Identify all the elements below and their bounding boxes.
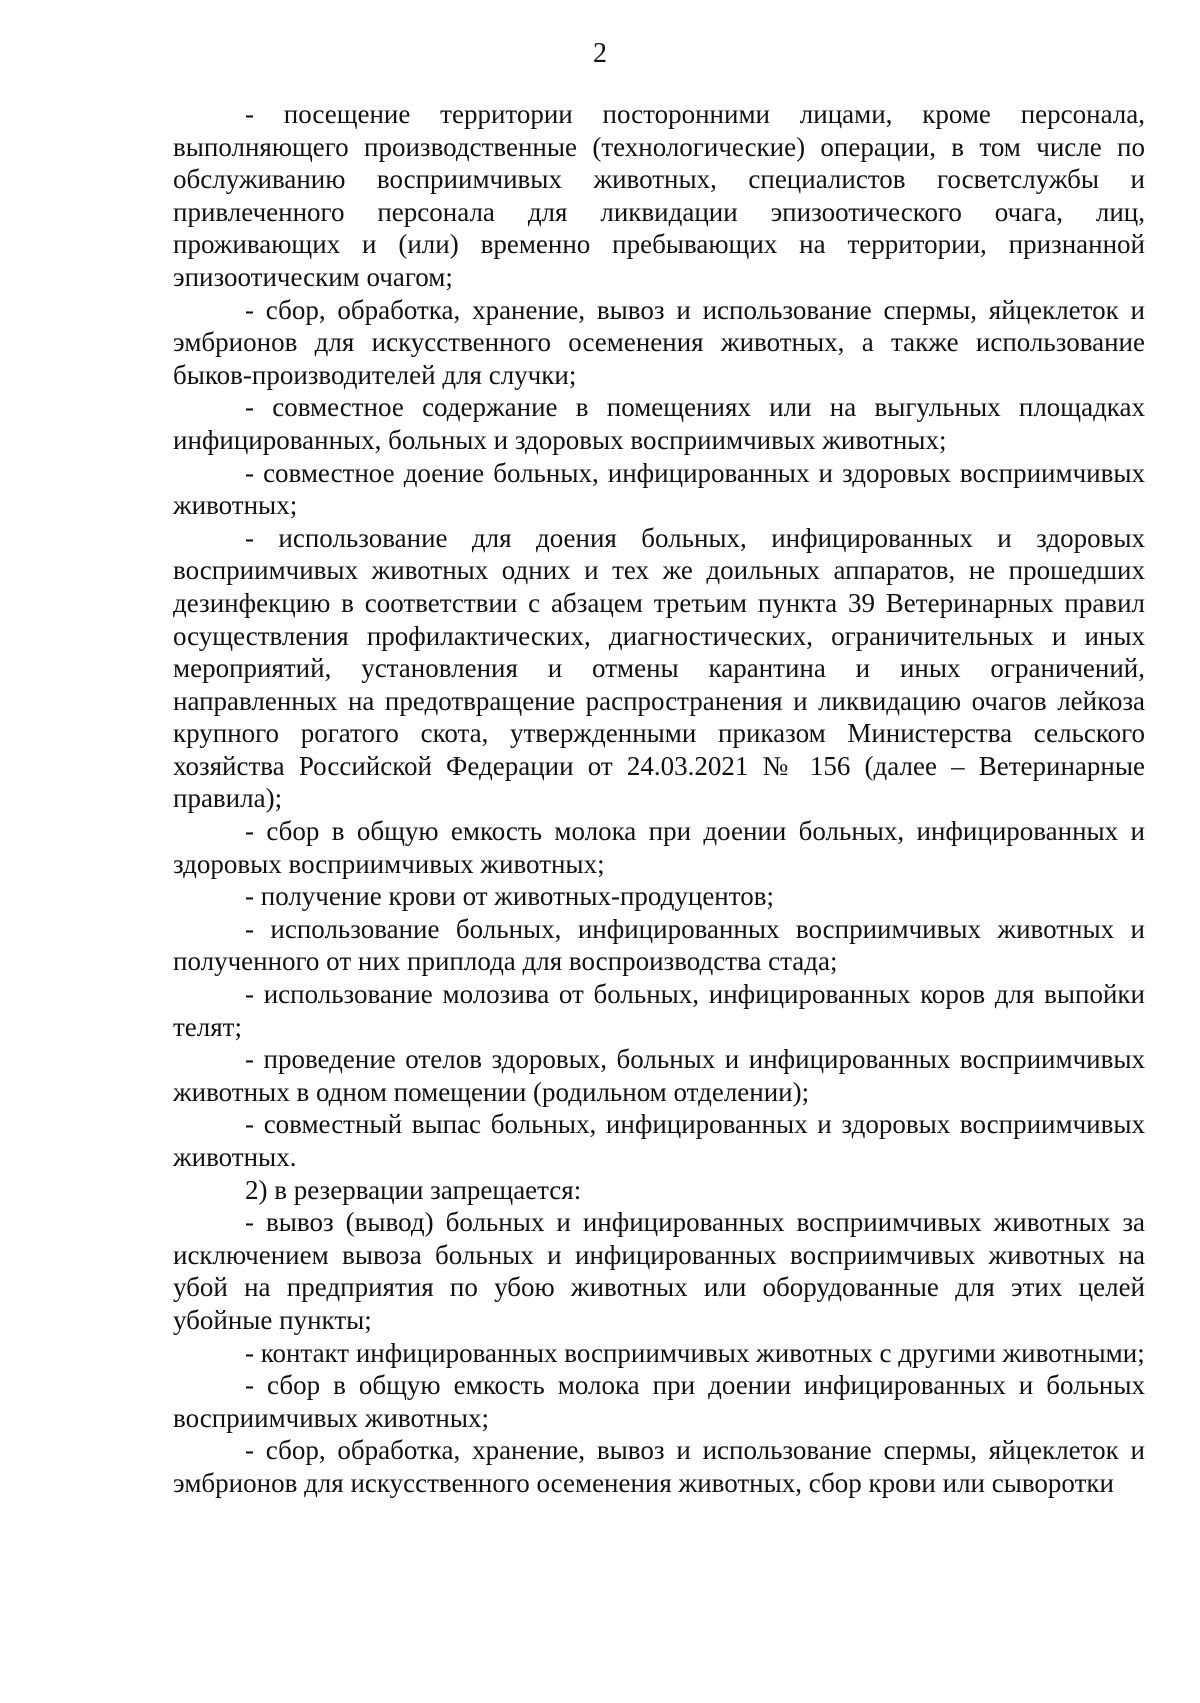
paragraph-contact-ban: - контакт инфицированных восприимчивых животных с другими животными; <box>245 1337 1145 1368</box>
paragraph-milking-machines-ban: - использование для доения больных, инфицированных и здоровых восприимчивых животных одних и тех же доильных аппаратов, не прошедших дезинфекцию в соответствии с абзацем третьим пункта 39 Ветеринарных правил осуществления профилактических, диагностических, ограничительных и иных мероприятий, установления и отмены карантина и иных ограничений, направленных на предотвращение распространения и ликвидацию очагов лейкоза крупного рогатого скота, утвержденными приказом Министерства сельского хозяйства Российской Федерации от 24.03.2021 № 156 (далее – Ветеринарные правила); <box>173 522 1145 814</box>
paragraph-milk-collection-ban: - сбор в общую емкость молока при доении больных, инфицированных и здоровых восприимчивых животных; <box>173 816 1145 879</box>
paragraph-visitors-ban: - посещение территории посторонними лицами, кроме персонала, выполняющего производственные (технологические) операции, в том числе по обслуживанию восприимчивых животных, специалистов госветслужбы и привлеченного персонала для ликвидации эпизоотического очага, лиц, проживающих и (или) временно пребывающих на территории, признанной эпизоотическим очагом; <box>173 99 1145 292</box>
paragraph-reservation-sperm-ban: - сбор, обработка, хранение, вывоз и использование спермы, яйцеклеток и эмбрионов для искусственного осеменения животных, сбор крови или сыворотки <box>173 1435 1145 1498</box>
page-number: 2 <box>593 38 607 69</box>
paragraph-reservation-milk-ban: - сбор в общую емкость молока при доении инфицированных и больных восприимчивых животных; <box>173 1370 1145 1433</box>
paragraph-grazing-ban: - совместный выпас больных, инфицированных и здоровых восприимчивых животных. <box>173 1109 1145 1172</box>
document-body <box>173 98 1145 1500</box>
paragraph-removal-ban: - вывоз (вывод) больных и инфицированных восприимчивых животных за исключением вывоза больных и инфицированных восприимчивых животных на убой на предприятия по убою животных или оборудованные для этих целей убойные пункты; <box>173 1207 1145 1335</box>
paragraph-calving-ban: - проведение отелов здоровых, больных и инфицированных восприимчивых животных в одном помещении (родильном отделении); <box>173 1044 1145 1107</box>
paragraph-reproduction-ban: - использование больных, инфицированных восприимчивых животных и полученного от них приплода для воспроизводства стада; <box>173 913 1145 977</box>
paragraph-sperm-collection-ban: - сбор, обработка, хранение, вывоз и использование спермы, яйцеклеток и эмбрионов для искусственного осеменения животных, а также использование быков-производителей для случки; <box>173 294 1145 390</box>
paragraph-colostrum-ban: - использование молозива от больных, инфицированных коров для выпойки телят; <box>173 979 1145 1042</box>
paragraph-joint-milking-ban: - совместное доение больных, инфицированных и здоровых восприимчивых животных; <box>173 457 1145 521</box>
paragraph-reservation-heading: 2) в резервации запрещается: <box>245 1174 582 1205</box>
paragraph-joint-keeping-ban: - совместное содержание в помещениях или на выгульных площадках инфицированных, больных и здоровых восприимчивых животных; <box>173 392 1145 455</box>
paragraph-blood-collection-ban: - получение крови от животных-продуцентов; <box>245 881 774 912</box>
